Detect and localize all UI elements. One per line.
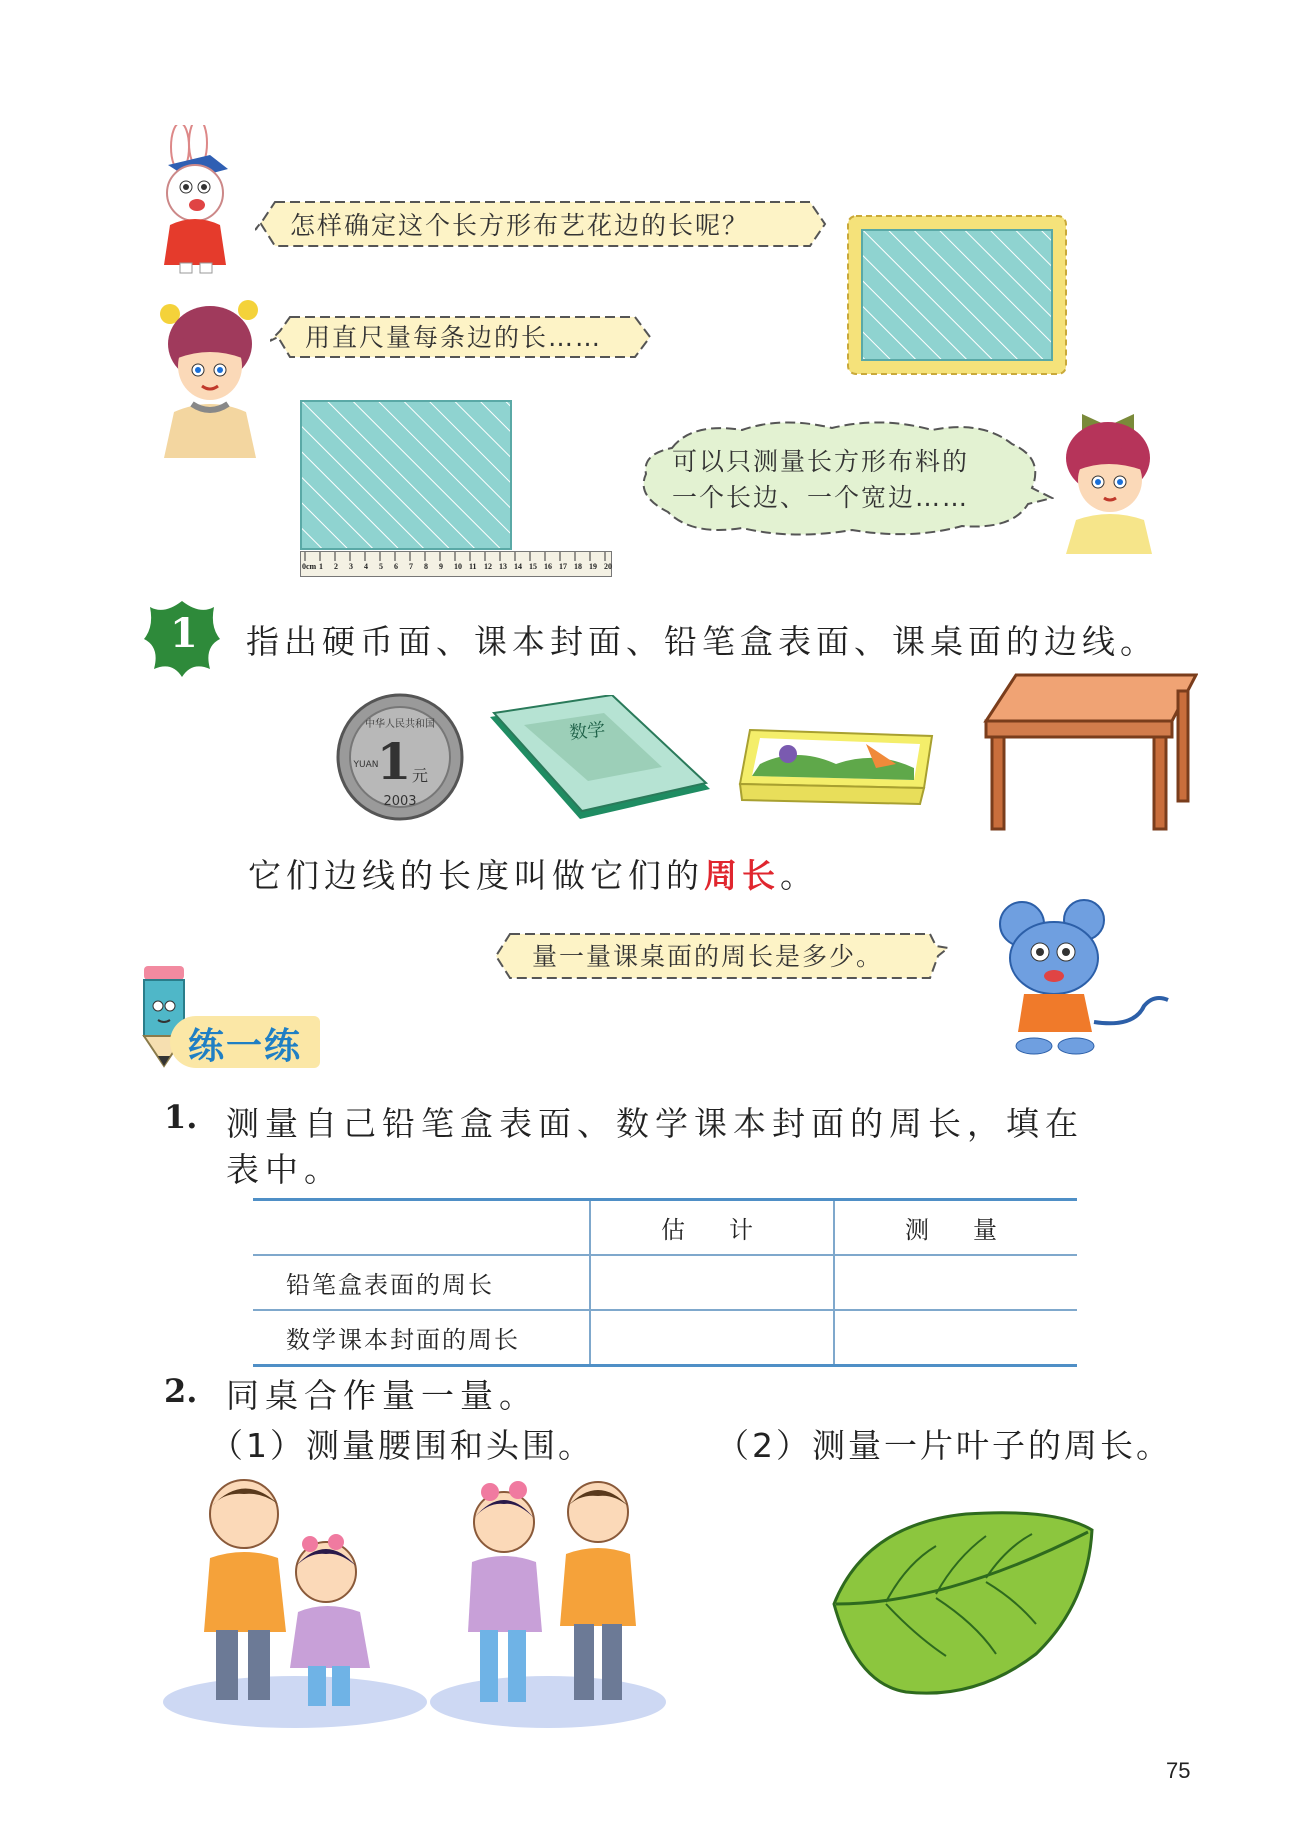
table-cell-estimate[interactable] (590, 1310, 834, 1366)
table-cell-measure[interactable] (834, 1255, 1077, 1310)
coin-value: 1 (376, 732, 412, 791)
practice-title: 练一练 (188, 1026, 303, 1067)
question2-number: 2. (164, 1372, 198, 1410)
question2-sub1: （1）测量腰围和头围。 (210, 1426, 594, 1465)
perimeter-definition (248, 850, 818, 897)
fabric-rectangle (300, 400, 512, 550)
table-header-cell (253, 1200, 590, 1256)
girl2-bubble-line2: 一个长边、一个宽边…… (672, 483, 970, 512)
table-row (253, 1310, 1077, 1366)
book-title: 数学 (568, 719, 607, 744)
table-cell-measure[interactable] (834, 1310, 1077, 1366)
pencil-box-illustration (736, 724, 938, 810)
desk-illustration (982, 671, 1198, 831)
table-header-measure: 测 量 (834, 1200, 1077, 1256)
girl-green-bow-illustration (1052, 396, 1164, 556)
table-header-row (253, 1200, 1077, 1256)
definition-after: 。 (780, 856, 818, 895)
table-header-estimate: 估 计 (590, 1200, 834, 1256)
question1-number: 1. (164, 1098, 198, 1136)
question1-line2: 表中。 (226, 1150, 343, 1189)
blue-mouse-illustration (984, 898, 1170, 1058)
ruler: 0cm 1 2 3 4 5 6 7 8 9 10 11 12 13 14 15 16 17 18 19 20 (300, 551, 612, 577)
girl2-bubble-line1: 可以只测量长方形布料的 (672, 447, 970, 476)
ruler-zero-label: 0cm (302, 562, 317, 571)
coin-illustration (336, 693, 464, 821)
question1-line1: 测量自己铅笔盒表面、数学课本封面的周长，填在 (226, 1104, 1084, 1143)
girl-yellow-bows-illustration (152, 292, 264, 462)
example-instruction: 指出硬币面、课本封面、铅笔盒表面、课桌面的边线。 (246, 622, 1158, 661)
question2-text: 同桌合作量一量。 (226, 1376, 538, 1415)
coin-yuan: YUAN (353, 760, 379, 770)
measurement-table (253, 1198, 1077, 1367)
definition-before: 它们边线的长度叫做它们的 (248, 856, 704, 895)
table-row-label: 铅笔盒表面的周长 (253, 1255, 590, 1310)
kids-measuring-head-illustration (428, 1462, 668, 1732)
page-number: 75 (1166, 1758, 1191, 1783)
textbook-illustration (484, 695, 712, 823)
coin-country: 中华人民共和国 (365, 719, 435, 730)
kids-measuring-waist-illustration (160, 1462, 430, 1732)
table-cell-estimate[interactable] (590, 1255, 834, 1310)
leaf-illustration (826, 1504, 1096, 1704)
table-row (253, 1255, 1077, 1310)
girl1-bubble-text: 用直尺量每条边的长…… (305, 323, 603, 352)
mouse-bubble-text: 量一量课桌面的周长是多少。 (532, 942, 884, 971)
example-number: 1 (170, 610, 198, 657)
rabbit-bubble-text: 怎样确定这个长方形布艺花边的长呢？ (290, 211, 750, 240)
question2-sub2: （2）测量一片叶子的周长。 (716, 1426, 1172, 1465)
rabbit-teacher-illustration (150, 125, 245, 275)
coin-year: 2003 (383, 794, 417, 809)
table-row-label: 数学课本封面的周长 (253, 1310, 590, 1366)
coin-unit: 元 (411, 766, 429, 785)
definition-term: 周长 (704, 856, 780, 895)
lace-border-rectangle (846, 214, 1068, 376)
